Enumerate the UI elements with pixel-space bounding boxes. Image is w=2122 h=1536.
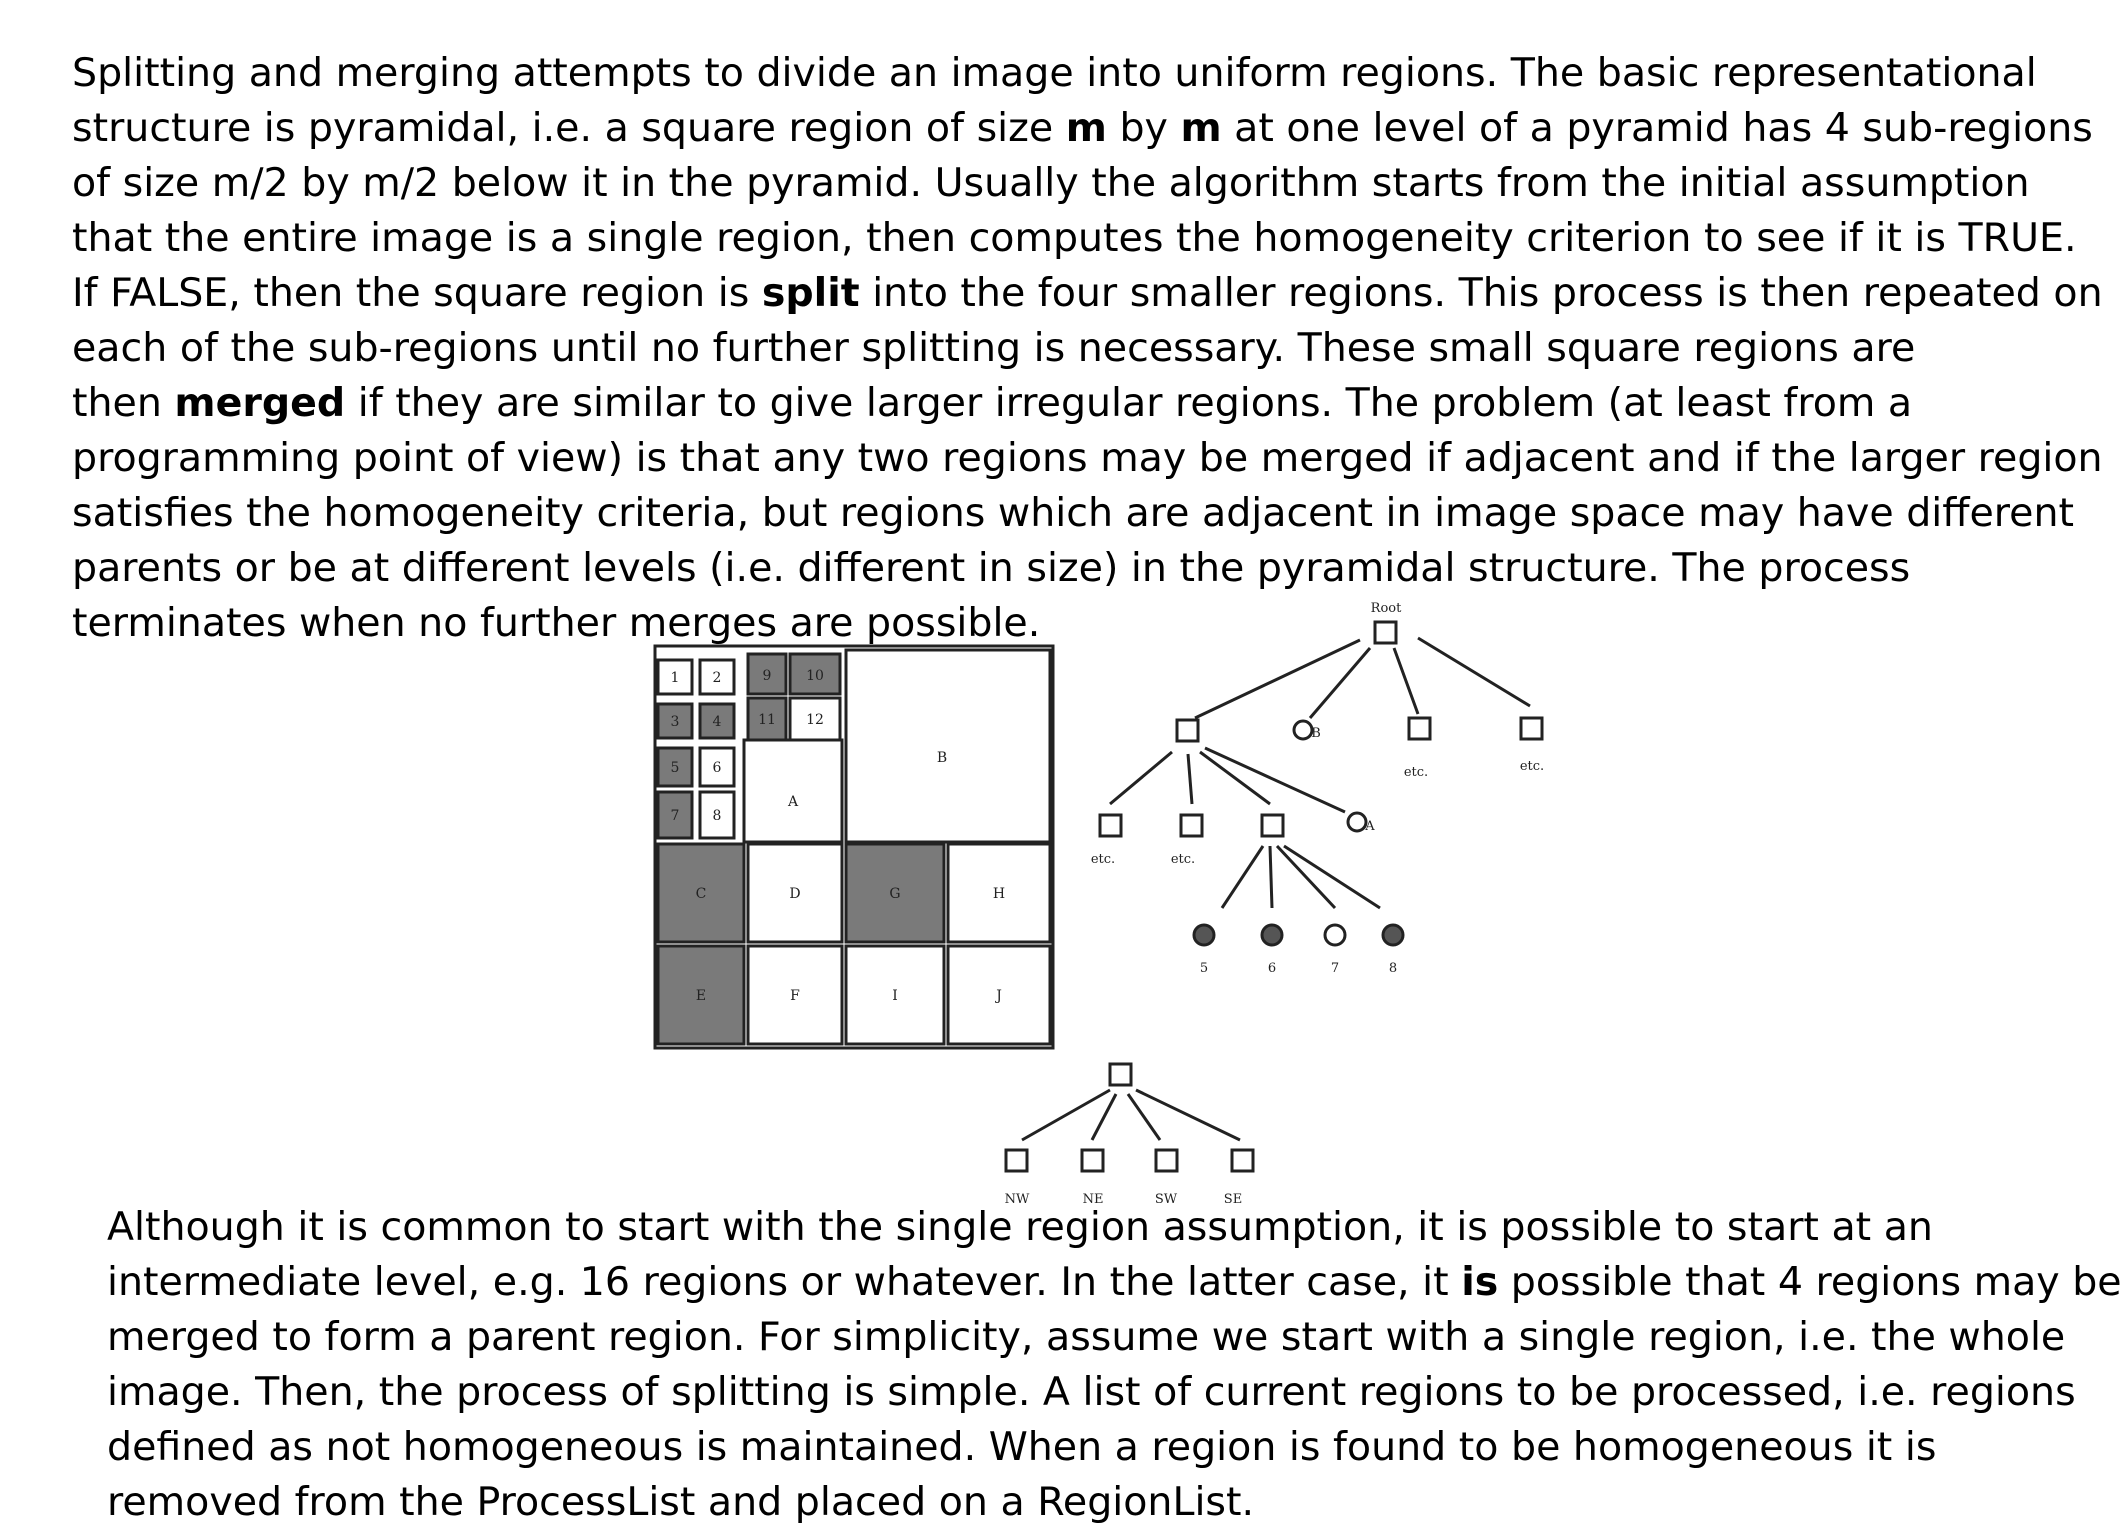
tree-node-level1-d [1521,718,1542,739]
tree-node-level2-a [1100,815,1121,836]
text-run: into the four smaller regions. This process is then repeated on [859,270,2103,316]
paragraph-splitting-process [107,1200,2122,1530]
label-ne: NE [1082,1192,1104,1207]
text-line [107,1310,2122,1365]
label-node-b: B [1311,726,1321,741]
pyramid-tree-nodes [1100,622,1545,945]
label-etc-1: etc. [1403,765,1429,780]
text-run: Splitting and merging attempts to divide an image into uniform regions. The basic representational [72,50,2037,96]
text-run: possible that 4 regions may be [1498,1259,2122,1305]
text-run: If FALSE, then the square region is [72,270,762,316]
quad-legend-tree [1006,1064,1253,1171]
label-F: F [790,988,800,1004]
text-run: at one level of a pyramid has 4 sub-regions [1221,105,2093,151]
text-run: structure is pyramidal, i.e. a square region of size [72,105,1066,151]
label-H: H [992,886,1006,902]
label-sw: SW [1154,1192,1178,1207]
text-line [107,1365,2122,1420]
label-10: 10 [806,668,824,684]
quad-node-sw [1156,1150,1177,1171]
label-7: 7 [670,808,680,824]
label-C: C [695,886,707,902]
label-6: 6 [712,760,722,776]
label-etc-4: etc. [1170,852,1196,867]
text-run: parents or be at different levels (i.e. different in size) in the pyramidal structure. The process [72,545,1911,591]
leaf-8 [1383,925,1403,945]
pyramid-tree-labels [1091,601,1544,976]
text-line [107,1420,2122,1475]
label-leaf-6: 6 [1267,961,1277,976]
label-12: 12 [806,712,824,728]
pyramid-tree-edges [1110,638,1530,908]
bold-term: m [1180,105,1222,151]
label-4: 4 [712,714,722,730]
text-line [107,1200,2122,1255]
label-se: SE [1223,1192,1243,1207]
text-line [107,1255,2122,1310]
label-leaf-8: 8 [1388,961,1398,976]
bold-term: split [761,270,860,316]
tree-node-level1-a [1177,720,1198,741]
label-8: 8 [712,808,722,824]
text-run: of size m/2 by m/2 below it in the pyramid. Usually the algorithm starts from the initial assumption [72,160,2030,206]
quadtree-grid [655,646,1053,1048]
label-root: Root [1370,601,1402,616]
text-run: that the entire image is a single region, then computes the homogeneity criterion to see if it is TRUE. [72,215,2077,261]
cell-A [744,740,842,842]
label-9: 9 [762,668,772,684]
bold-term: m [1065,105,1107,151]
text-run: each of the sub-regions until no further splitting is necessary. These small square regions are [72,325,1916,371]
bold-term: merged [174,380,346,426]
label-etc-3: etc. [1090,852,1116,867]
leaf-5 [1194,925,1214,945]
tree-node-level2-c [1262,815,1283,836]
label-D: D [789,886,801,902]
bold-term: is [1461,1259,1499,1305]
label-leaf-5: 5 [1199,961,1209,976]
leaf-7 [1325,925,1345,945]
text-run: Although it is common to start with the single region assumption, it is possible to start at an [107,1204,1933,1250]
text-run: intermediate level, e.g. 16 regions or whatever. In the latter case, it [107,1259,1462,1305]
text-run: merged to form a parent region. For simplicity, assume we start with a single region, i.e. the whole [107,1314,2066,1360]
cell-B [846,650,1050,842]
label-J: J [996,988,1002,1004]
label-I: I [892,988,898,1004]
label-leaf-7: 7 [1330,961,1340,976]
tree-node-level2-b [1181,815,1202,836]
text-line [107,1475,2122,1530]
label-2: 2 [712,670,722,686]
leaf-6 [1262,925,1282,945]
label-nw: NW [1004,1192,1030,1207]
label-etc-2: etc. [1519,759,1545,774]
text-run: then [72,380,175,426]
label-E: E [695,988,707,1004]
text-run: defined as not homogeneous is maintained. When a region is found to be homogeneous it is [107,1424,1937,1470]
text-run: if they are similar to give larger irregular regions. The problem (at least from a [345,380,1913,426]
quad-node-se [1232,1150,1253,1171]
text-run: satisfies the homogeneity criteria, but regions which are adjacent in image space may have different [72,490,2074,536]
label-node-a: A [1365,819,1375,834]
tree-node-a [1348,813,1366,831]
label-B: B [936,750,948,766]
label-A: A [787,794,799,810]
root-node [1375,622,1396,643]
text-run: removed from the ProcessList and placed on a RegionList. [107,1479,1255,1525]
tree-node-level1-c [1409,718,1430,739]
text-run: terminates when no further merges are possible. [72,600,1041,646]
label-5: 5 [670,760,680,776]
label-1: 1 [670,670,680,686]
text-run: by [1106,105,1181,151]
text-run: programming point of view) is that any two regions may be merged if adjacent and if the larger region [72,435,2103,481]
tree-node-b [1294,721,1312,739]
label-3: 3 [670,714,680,730]
quad-node-ne [1082,1150,1103,1171]
quad-node-nw [1006,1150,1027,1171]
label-G: G [889,886,901,902]
text-run: image. Then, the process of splitting is simple. A list of current regions to be processed, i.e. regions [107,1369,2076,1415]
quad-parent-node [1110,1064,1131,1085]
label-11: 11 [758,712,776,728]
